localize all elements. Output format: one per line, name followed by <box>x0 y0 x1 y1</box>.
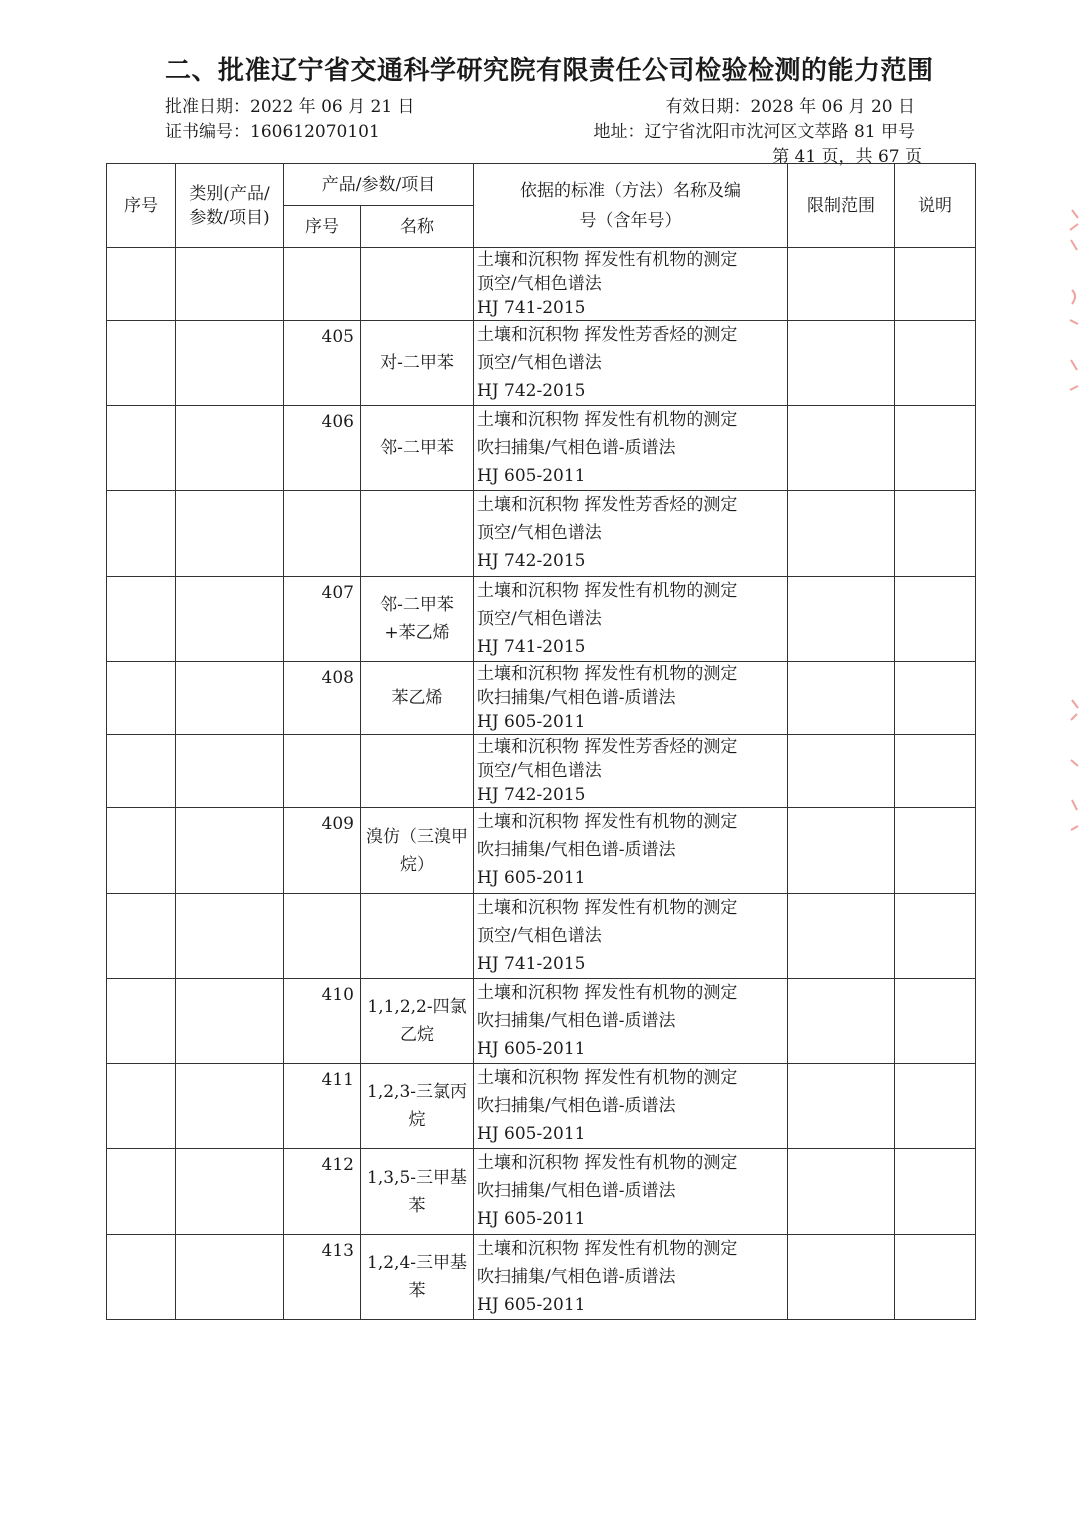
table-row <box>107 662 976 735</box>
table-row <box>107 248 976 321</box>
header-seq: 序号 <box>107 164 176 248</box>
row-seq: 412 <box>284 1149 361 1235</box>
table-row <box>107 1235 976 1320</box>
row-seq: 405 <box>284 321 361 406</box>
row-seq: 413 <box>284 1235 361 1320</box>
row-name: 1,3,5-三甲基苯 <box>361 1149 474 1235</box>
page-indicator: 第 41 页，共 67 页 <box>772 147 922 167</box>
std-method: 吹扫捕集/气相色谱-质谱法 <box>477 1096 676 1116</box>
header-sub-seq: 序号 <box>284 206 361 248</box>
std-code: HJ 605-2011 <box>477 712 586 732</box>
std-title: 土壤和沉积物 挥发性有机物的测定 <box>477 1068 738 1088</box>
std-title: 土壤和沉积物 挥发性有机物的测定 <box>477 581 738 601</box>
std-code: HJ 741-2015 <box>477 637 586 657</box>
std-method: 顶空/气相色谱法 <box>477 761 602 781</box>
row-name: 对-二甲苯 <box>361 321 474 406</box>
std-title: 土壤和沉积物 挥发性有机物的测定 <box>477 664 738 684</box>
std-code: HJ 741-2015 <box>477 954 586 974</box>
table-row <box>107 491 976 577</box>
row-seq <box>284 894 361 979</box>
std-method: 顶空/气相色谱法 <box>477 274 602 294</box>
table-body <box>107 248 976 1320</box>
std-method: 顶空/气相色谱法 <box>477 609 602 629</box>
std-method: 吹扫捕集/气相色谱-质谱法 <box>477 1267 676 1287</box>
valid-date: 有效日期：2028 年 06 月 20 日 <box>665 97 915 117</box>
row-seq: 408 <box>284 662 361 735</box>
std-title: 土壤和沉积物 挥发性有机物的测定 <box>477 898 738 918</box>
address: 地址：辽宁省沈阳市沈河区文萃路 81 甲号 <box>593 122 915 142</box>
std-title: 土壤和沉积物 挥发性有机物的测定 <box>477 250 738 270</box>
row-seq <box>284 491 361 577</box>
std-title: 土壤和沉积物 挥发性芳香烃的测定 <box>477 495 738 515</box>
std-title: 土壤和沉积物 挥发性有机物的测定 <box>477 812 738 832</box>
header-note: 说明 <box>895 164 976 248</box>
row-name: 邻-二甲苯+苯乙烯 <box>361 577 474 662</box>
std-code: HJ 741-2015 <box>477 298 586 318</box>
table-row <box>107 577 976 662</box>
std-title: 土壤和沉积物 挥发性有机物的测定 <box>477 410 738 430</box>
scope-table <box>106 163 976 1320</box>
std-method: 吹扫捕集/气相色谱-质谱法 <box>477 1011 676 1031</box>
certificate-number: 证书编号：160612070101 <box>165 122 380 142</box>
header-limit: 限制范围 <box>788 164 895 248</box>
header-sub-name: 名称 <box>361 206 474 248</box>
row-name <box>361 491 474 577</box>
row-name: 1,2,4-三甲基苯 <box>361 1235 474 1320</box>
page-title: 二、批准辽宁省交通科学研究院有限责任公司检验检测的能力范围 <box>165 56 934 86</box>
std-title: 土壤和沉积物 挥发性有机物的测定 <box>477 1239 738 1259</box>
table-row <box>107 735 976 808</box>
table-row <box>107 1064 976 1149</box>
std-code: HJ 742-2015 <box>477 551 586 571</box>
std-method: 吹扫捕集/气相色谱-质谱法 <box>477 840 676 860</box>
row-name <box>361 248 474 321</box>
row-name: 邻-二甲苯 <box>361 406 474 491</box>
row-seq: 407 <box>284 577 361 662</box>
table-row <box>107 1149 976 1235</box>
table-row <box>107 894 976 979</box>
header-standard: 依据的标准（方法）名称及编号（含年号） <box>474 164 788 248</box>
std-method: 吹扫捕集/气相色谱-质谱法 <box>477 438 676 458</box>
std-method: 吹扫捕集/气相色谱-质谱法 <box>477 688 676 708</box>
row-seq <box>284 735 361 808</box>
std-code: HJ 742-2015 <box>477 785 586 805</box>
std-code: HJ 605-2011 <box>477 1209 586 1229</box>
header-category: 类别(产品/参数/项目) <box>176 164 284 248</box>
table-row <box>107 808 976 894</box>
std-code: HJ 605-2011 <box>477 466 586 486</box>
std-code: HJ 605-2011 <box>477 1039 586 1059</box>
std-title: 土壤和沉积物 挥发性芳香烃的测定 <box>477 737 738 757</box>
seal-mark-icon <box>1066 200 1080 860</box>
std-title: 土壤和沉积物 挥发性芳香烃的测定 <box>477 325 738 345</box>
std-method: 顶空/气相色谱法 <box>477 523 602 543</box>
std-code: HJ 605-2011 <box>477 1124 586 1144</box>
std-method: 顶空/气相色谱法 <box>477 353 602 373</box>
row-seq <box>284 248 361 321</box>
row-name: 1,2,3-三氯丙烷 <box>361 1064 474 1149</box>
row-name <box>361 735 474 808</box>
row-name <box>361 894 474 979</box>
std-title: 土壤和沉积物 挥发性有机物的测定 <box>477 1153 738 1173</box>
std-code: HJ 605-2011 <box>477 868 586 888</box>
row-name: 苯乙烯 <box>361 662 474 735</box>
header-product-group: 产品/参数/项目 <box>284 164 474 206</box>
row-seq: 411 <box>284 1064 361 1149</box>
row-seq: 406 <box>284 406 361 491</box>
std-method: 吹扫捕集/气相色谱-质谱法 <box>477 1181 676 1201</box>
approval-date: 批准日期：2022 年 06 月 21 日 <box>165 97 415 117</box>
table-row <box>107 979 976 1064</box>
row-seq: 409 <box>284 808 361 894</box>
row-seq: 410 <box>284 979 361 1064</box>
std-title: 土壤和沉积物 挥发性有机物的测定 <box>477 983 738 1003</box>
table-row <box>107 406 976 491</box>
std-code: HJ 742-2015 <box>477 381 586 401</box>
std-method: 顶空/气相色谱法 <box>477 926 602 946</box>
row-name: 溴仿（三溴甲烷） <box>361 808 474 894</box>
std-code: HJ 605-2011 <box>477 1295 586 1315</box>
row-name: 1,1,2,2-四氯乙烷 <box>361 979 474 1064</box>
table-row <box>107 321 976 406</box>
